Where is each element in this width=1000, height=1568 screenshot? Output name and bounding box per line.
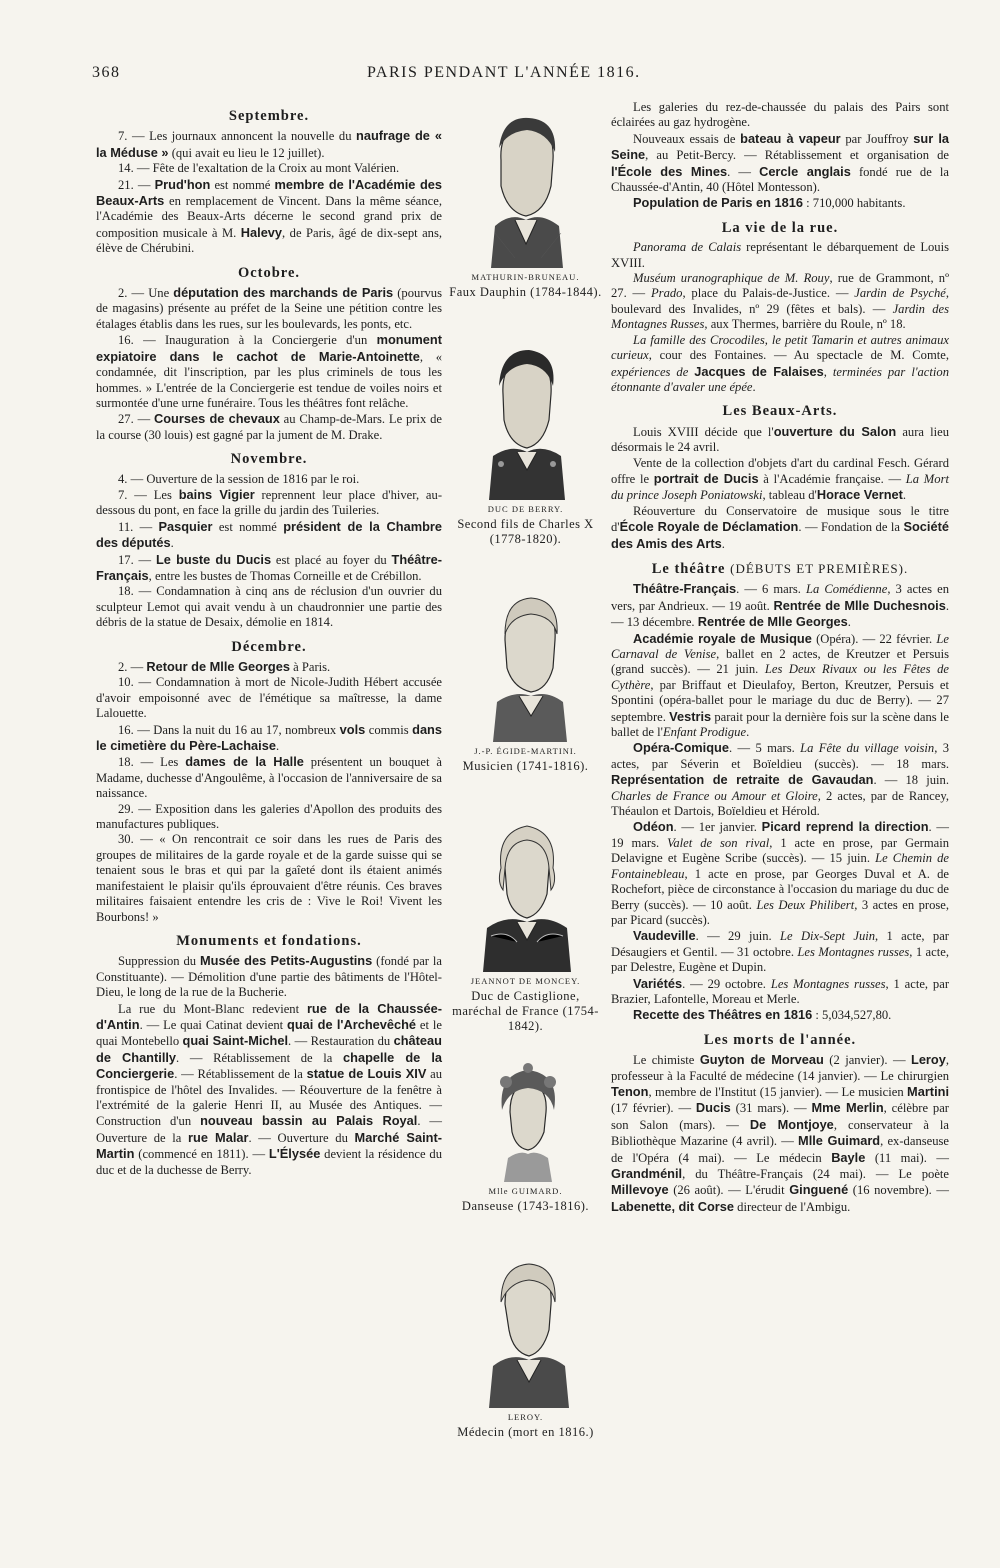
- engraved-portrait-image: [471, 812, 581, 972]
- left-column: [96, 100, 442, 1178]
- paragraph: Vaudeville. — 29 juin. Le Dix-Sept Juin, 1 acte, par Désaugiers et Gentil. — 31 octobre. Les Montagnes russes, 1 acte, par Delestre, Eugène et Dupin.: [611, 928, 949, 975]
- section-title-beaux-arts: Les Beaux-Arts.: [722, 403, 838, 420]
- section-title-monuments: Monuments et fondations.: [176, 932, 362, 949]
- portrait-caption: JEANNOT DE MONCEY.: [470, 976, 581, 986]
- section-title-theatre: Le théâtre (DÉBUTS ET PREMIÈRES).: [651, 560, 909, 577]
- paragraph: Les galeries du rez-de-chaussée du palais des Pairs sont éclairées au gaz hydrogène.: [611, 100, 949, 130]
- paragraph: 16. — Inauguration à la Conciergerie d'un monument expiatoire dans le cachot de Marie-Antoinette, « condamnée, dit l'inscription, par les plus criminels de tous les hommes. » L'entrée de la Conciergerie est tendue de voiles noirs et surmontée d'une urne funéraire. Tous les théâtres font relâche.: [96, 332, 442, 410]
- paragraph: Odéon. — 1er janvier. Picard reprend la direction. — 19 mars. Valet de son rival, 1 acte en prose, par Germain Delavigne et Eugène Scribe (succès). — 15 juin. Le Chemin de Fontainebleau, 1 acte en prose, par Georges Duval et A. de Rochefort, pièce de circonstance à l'occasion du mariage du duc de Berry (succès). — 10 août. Les Deux Philibert, 3 actes en prose, par Picard (succès).: [611, 819, 950, 927]
- paragraph: 10. — Condamnation à mort de Nicole-Judith Hébert accusée d'avoir empoisonné avec de l'émétique sa maîtresse, la dame Lalouette.: [96, 675, 442, 721]
- portrait-duc-de-berry: [448, 340, 603, 582]
- paragraph: Variétés. — 29 octobre. Les Montagnes russes, 1 acte, par Brazier, Lafontelle, Moreau et Merle.: [611, 975, 950, 1006]
- paragraph: Vente de la collection d'objets d'art du cardinal Fesch. Gérard offre le portrait de Ducis à l'Académie française. — La Mort du prince Joseph Poniatowski, tableau d'Horace Vernet.: [611, 455, 949, 503]
- paragraph: Le chimiste Guyton de Morveau (2 janvier). — Leroy, professeur à la Faculté de médecine (14 janvier). — Le chirurgien Tenon, membre de l'Institut (15 janvier). — Le musicien Martini (17 février). — Ducis (31 mars). — Mme Merlin, célèbre par son Salon (mars). — De Montjoye, conservateur à la Bibliothèque Mazarine (4 avril). — Mlle Guimard, ex-danseuse de l'Opéra (4 mai). — Le médecin Bayle (11 mai). — Grandménil, du Théâtre-Français (24 mai). — Le poète Millevoye (26 août). — L'érudit Ginguené (16 novembre). — Labenette, dit Corse directeur de l'Ambigu.: [611, 1052, 950, 1214]
- portrait-caption: Mlle GUIMARD.: [488, 1186, 563, 1196]
- paragraph: 16. — Dans la nuit du 16 au 17, nombreux vols commis dans le cimetière du Père-Lachaise.: [96, 721, 442, 754]
- paragraph: Louis XVIII décide que l'ouverture du Salon aura lieu désormais le 24 avril.: [611, 423, 949, 455]
- page-header: [92, 64, 912, 86]
- portrait-caption: LEROY.: [507, 1412, 544, 1422]
- portrait-description: Danseuse (1743-1816).: [461, 1199, 590, 1213]
- paragraph: 18. — Les dames de la Halle présentent un bouquet à Madame, duchesse d'Angoulême, à l'occasion de l'anniversaire de sa naissance.: [96, 754, 443, 801]
- portrait-martini: [448, 582, 603, 812]
- paragraph: Opéra-Comique. — 5 mars. La Fête du village voisin, 3 actes, par Séverin et Boïeldieu (succès). — 18 mars. Représentation de retraite de Gavaudan. — 18 juin. Charles de France ou Amour et Gloire, 2 actes, par de Rancey, Théaulon et Dartois, Boïeldieu et Hérold.: [611, 740, 950, 819]
- portrait-description: Faux Dauphin (1784-1844).: [449, 285, 602, 299]
- section-title-vie-de-la-rue: La vie de la rue.: [721, 219, 839, 236]
- paragraph: La rue du Mont-Blanc redevient rue de la Chaussée-d'Antin. — Le quai Catinat devient quai de l'Archevêché et le quai Montebello quai Saint-Michel. — Restauration du château de Chantilly. — Rétablissement de la chapelle de la Conciergerie. — Rétablissement de la statue de Louis XIV au frontispice de l'hôtel des Invalides. — Réouverture de la fenêtre à l'extrémité de la galerie Henri II, au Musée des Antiques. — Construction d'un nouveau bassin au Palais Royal. — Ouverture de la rue Malar. — Ouverture du Marché Saint-Martin (commencé en 1811). — L'Élysée devient la résidence du duc et de la duchesse de Berry.: [96, 1000, 442, 1177]
- paragraph: 18. — Condamnation à cinq ans de réclusion d'un ouvrier du sculpteur Lemot qui avait vendu à un chaudronnier une partie des débris de la statue de Desaix, démolie en 1814.: [96, 584, 442, 630]
- portrait-mathurin-bruneau: [448, 108, 603, 340]
- portrait-column: [448, 108, 603, 1440]
- paragraph: 14. — Fête de l'exaltation de la Croix au mont Valérien.: [118, 161, 400, 176]
- paragraph: Réouverture du Conservatoire de musique sous le titre d'École Royale de Déclamation. — Fondation de la Société des Amis des Arts.: [611, 503, 949, 551]
- paragraph: 11. — Pasquier est nommé président de la Chambre des députés.: [96, 518, 442, 551]
- portrait-description: Duc de Castiglione, maréchal de France (1754-1842).: [452, 989, 599, 1033]
- paragraph: La famille des Crocodiles, le petit Tamarin et autres animaux curieux, cour des Fontaines. — Au spectacle de M. Comte, expériences de Jacques de Falaises, terminées par l'action étonnante d'avaler une épée.: [611, 332, 949, 394]
- paragraph: Recette des Théâtres en 1816 : 5,034,527,80.: [633, 1007, 892, 1023]
- paragraph: 21. — Prud'hon est nommé membre de l'Académie des Beaux-Arts en remplacement de Vincent. Dans la même séance, l'Académie des Beaux-Arts décerne le second grand prix de composition musicale à M. Halevy, de Paris, âgé de dix-sept ans, élève de Chérubini.: [96, 176, 443, 256]
- right-column: [611, 100, 949, 1215]
- paragraph: Muséum uranographique de M. Rouy, rue de Grammont, nº 27. — Prado, place du Palais-de-Justice. — Jardin de Psyché, boulevard des Invalides, nº 29 (fêtes et bals). — Jardin des Montagnes Russes, aux Thermes, barrière du Roule, nº 18.: [611, 271, 949, 332]
- portrait-caption: DUC DE BERRY.: [487, 504, 564, 514]
- portrait-leroy: [448, 1248, 603, 1440]
- portrait-caption: MATHURIN-BRUNEAU.: [471, 272, 580, 282]
- paragraph: 7. — Les journaux annoncent la nouvelle du naufrage de « la Méduse » (qui avait eu lieu le 12 juillet).: [96, 128, 442, 160]
- paragraph: Suppression du Musée des Petits-Augustins (fondé par la Constituante). — Démolition d'une partie des bâtiments de l'Hôtel-Dieu, le long de la rue de la Bucherie.: [96, 953, 442, 1000]
- engraved-portrait-image: [471, 340, 581, 500]
- portrait-caption: J.-P. ÉGIDE-MARTINI.: [474, 746, 577, 756]
- paragraph: 4. — Ouverture de la session de 1816 par le roi.: [118, 471, 360, 486]
- paragraph: Panorama de Calais représentant le débarquement de Louis XVIII.: [611, 240, 950, 270]
- portrait-description: Musicien (1741-1816).: [462, 759, 589, 773]
- section-title-octobre: Octobre.: [237, 264, 301, 281]
- portrait-description: Second fils de Charles X (1778-1820).: [457, 517, 594, 546]
- page-number: 368: [92, 64, 121, 81]
- paragraph: 2. — Retour de Mlle Georges à Paris.: [118, 659, 331, 674]
- portrait-moncey: [448, 812, 603, 1062]
- engraved-portrait-image: [471, 108, 581, 268]
- paragraph: 29. — Exposition dans les galeries d'Apollon des produits des manufactures publiques.: [96, 801, 442, 832]
- engraved-portrait-image: [471, 582, 581, 742]
- paragraph: 30. — « On rencontrait ce soir dans les rues de Paris des groupes de militaires de la garde royale et de la garde suisse qui se tenaient sous le bras et qui par la gaîeté dont ils étaient animés manifestaient le plaisir qu'ils éprouvaient d'être réunis. Ces braves militaires faisaient entendre les cris de : Vive le Roi! Vivent les Bourbons! »: [96, 832, 442, 924]
- paragraph: 7. — Les bains Vigier reprennent leur place d'hiver, au-dessous du pont, en face la grille du jardin des Tuileries.: [96, 486, 443, 518]
- paragraph: 2. — Une députation des marchands de Paris (pourvus de magasins) présente au préfet de la Seine une pétition contre les étalages établis dans les rues, sur les boulevards, les ponts, etc.: [96, 285, 443, 331]
- section-title-septembre: Septembre.: [228, 108, 310, 124]
- paragraph: Académie royale de Musique (Opéra). — 22 février. Le Carnaval de Venise, ballet en 2 actes, de Kreutzer et Persuis (grand succès). — 21 juin. Les Deux Rivaux ou les Fêtes de Cythère, par Briffaut et Dieulafoy, Berton, Kreutzer, Persuis et Spontini (opéra-ballet pour le mariage du duc de Berry). — 27 septembre. Vestris parait pour la dernière fois sur la scène dans le ballet de l'Enfant Prodigue.: [611, 630, 950, 740]
- portrait-guimard: [448, 1062, 603, 1240]
- engraved-portrait-image: [471, 1248, 581, 1408]
- section-title-decembre: Décembre.: [231, 638, 307, 655]
- section-title-novembre: Novembre.: [230, 451, 308, 468]
- engraved-portrait-image: [476, 1062, 576, 1182]
- section-title-morts: Les morts de l'année.: [703, 1031, 857, 1048]
- paragraph: 27. — Courses de chevaux au Champ-de-Mars. Le prix de la course (30 louis) est gagné par la jument de M. Drake.: [96, 411, 442, 442]
- running-title: PARIS PENDANT L'ANNÉE 1816.: [367, 64, 641, 81]
- portrait-description: Médecin (mort en 1816.): [457, 1425, 594, 1439]
- paragraph: Population de Paris en 1816 : 710,000 habitants.: [633, 195, 906, 211]
- paragraph: Nouveaux essais de bateau à vapeur par Jouffroy sur la Seine, au Petit-Bercy. — Rétablissement et organisation de l'École des Mines. — Cercle anglais fondé rue de la Chaussée-d'Antin, 40 (Hôtel Montesson).: [611, 130, 950, 195]
- paragraph: 17. — Le buste du Ducis est placé au foyer du Théâtre-Français, entre les bustes de Thomas Corneille et de Crébillon.: [96, 551, 443, 583]
- paragraph: Théâtre-Français. — 6 mars. La Comédienne, 3 actes en vers, par Andrieux. — 19 août. Rentrée de Mlle Duchesnois. — 13 décembre. Rentrée de Mlle Georges.: [611, 581, 950, 630]
